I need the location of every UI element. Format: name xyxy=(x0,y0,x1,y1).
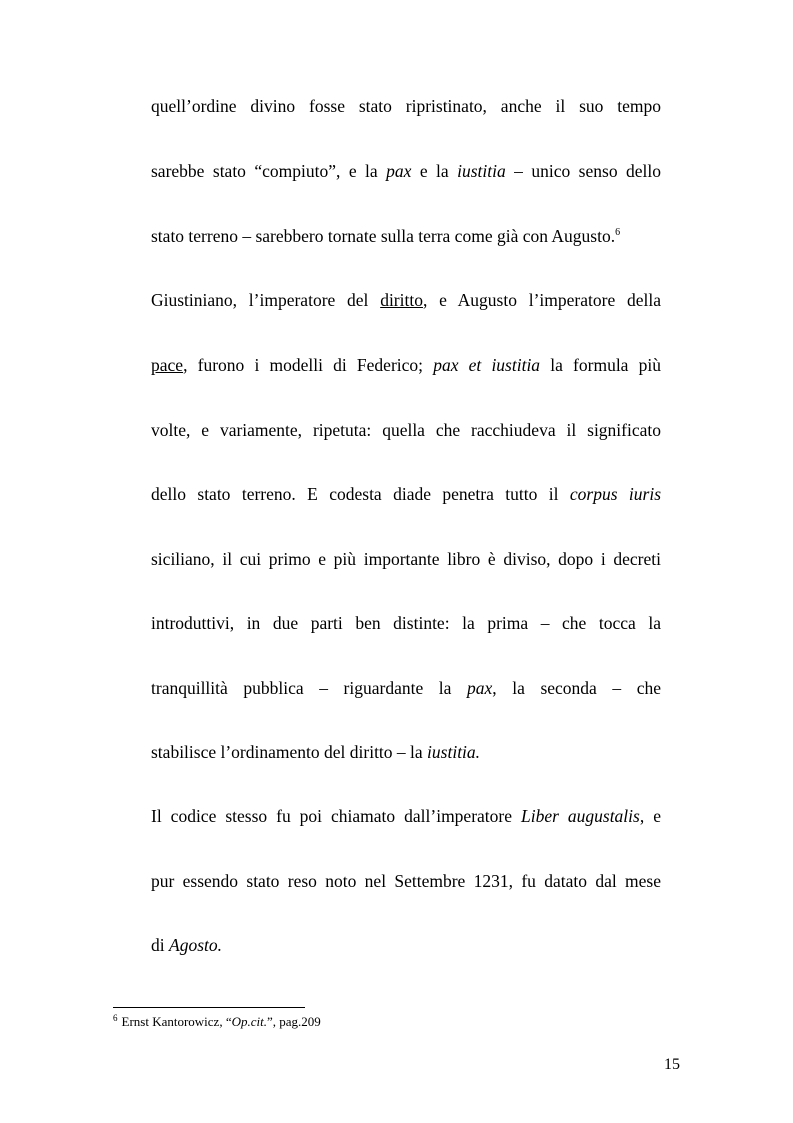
text-line-13: pur essendo stato reso noto nel Settembre 1231, fu datato dal mese xyxy=(151,871,661,891)
text-line-12: Il codice stesso fu poi chiamato dall’imperatore Liber augustalis, e xyxy=(151,806,661,826)
text-line-3: stato terreno – sarebbero tornate sulla terra come già con Augusto.$^6$ xyxy=(151,226,621,246)
text-line-2: sarebbe stato “compiuto”, e la pax e la iustitia – unico senso dello xyxy=(151,161,661,181)
text-line-7: dello stato terreno. E codesta diade penetra tutto il corpus iuris xyxy=(151,484,661,504)
text-line-4: Giustiniano, l’imperatore del diritto, e Augusto l’imperatore della xyxy=(151,290,661,310)
text-line-11: stabilisce l’ordinamento del diritto – la iustitia. xyxy=(151,742,481,762)
text-line-14: di Agosto. xyxy=(151,935,222,955)
footnote-number: 6 xyxy=(113,1012,118,1023)
footnote: $^6$ Ernst Kantorowicz, “Op.cit.”, pag.209 xyxy=(113,1012,321,1029)
text-line-5: pace, furono i modelli di Federico; pax et iustitia la formula più xyxy=(151,355,661,375)
footnote-separator xyxy=(113,1007,305,1008)
text-line-10: tranquillità pubblica – riguardante la pax, la seconda – che xyxy=(151,678,661,698)
text-line-6: volte, e variamente, ripetuta: quella che racchiudeva il significato xyxy=(151,420,661,440)
page-number: 15 xyxy=(664,1056,680,1073)
text-line-8: siciliano, il cui primo e più importante libro è diviso, dopo i decreti xyxy=(151,549,661,569)
footnote-reference[interactable]: 6 xyxy=(615,227,621,239)
text-line-9: introduttivi, in due parti ben distinte: la prima – che tocca la xyxy=(151,613,661,633)
text-line-1: quell’ordine divino fosse stato ripristinato, anche il suo tempo xyxy=(151,96,661,116)
